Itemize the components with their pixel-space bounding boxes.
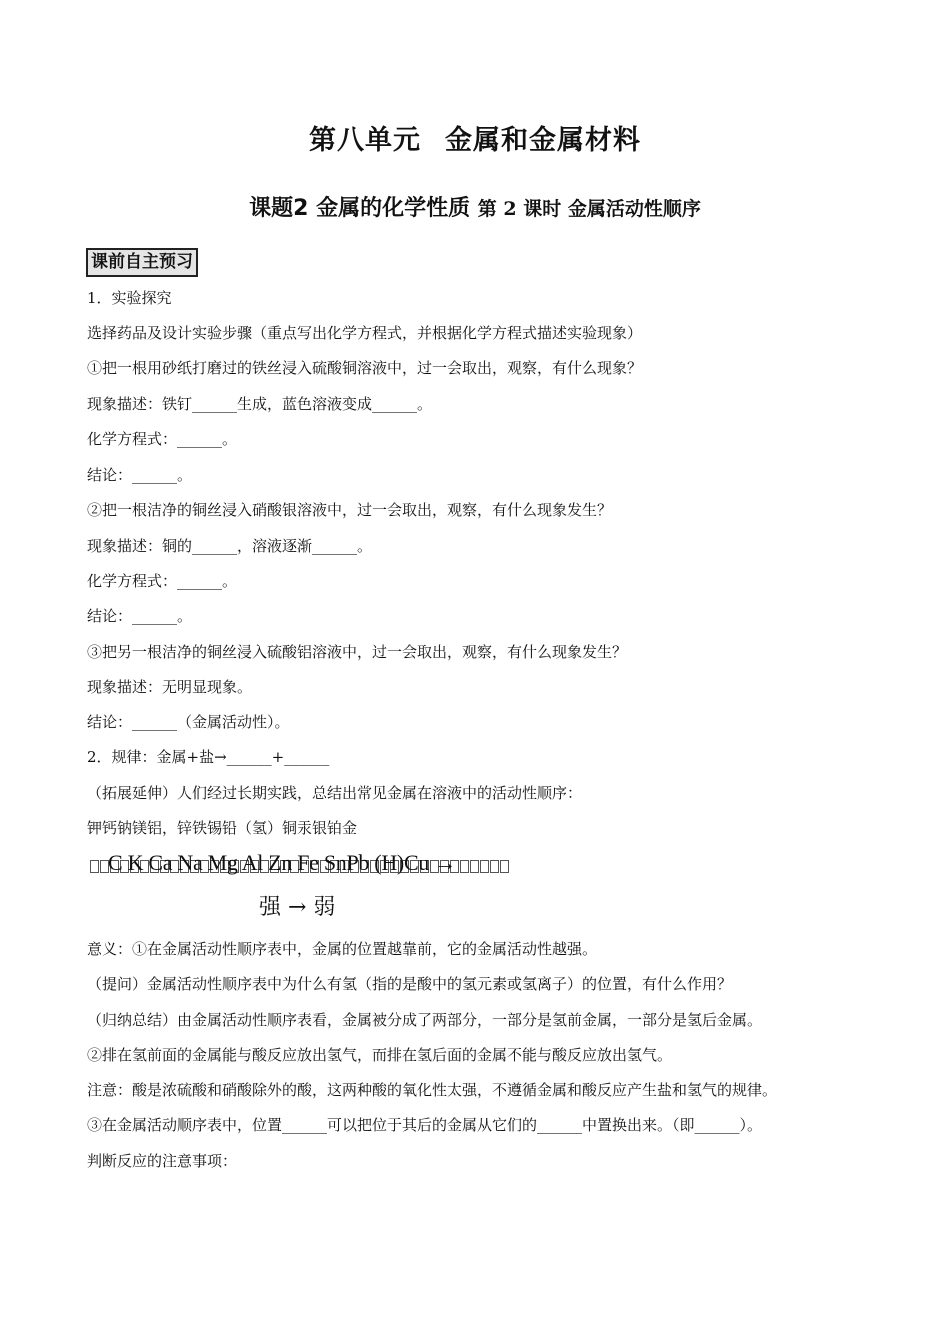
text-line: （归纳总结）由金属活动性顺序表看，金属被分成了两部分，一部分是氢前金属，一部分是氢后金属。 — [87, 1011, 763, 1029]
text-line: 化学方程式：______。 — [87, 430, 238, 448]
text-line: ③把另一根洁净的铜丝浸入硫酸铝溶液中，过一会取出，观察，有什么现象发生？ — [87, 643, 628, 661]
text-line: ①把一根用砂纸打磨过的铁丝浸入硫酸铜溶液中，过一会取出，观察，有什么现象？ — [87, 359, 643, 377]
text-line: ③在金属活动顺序表中，位置______可以把位于其后的金属从它们的______中置换出来。（即______）。 — [87, 1116, 763, 1134]
activity-series: C K Ca Na Mg Al Zn Fe SnPb (H)Cu → — [108, 850, 456, 875]
text-line: 结论：______。 — [87, 466, 193, 484]
unit-title-name: 金属和金属材料 — [445, 125, 641, 156]
text-line: 判断反应的注意事项： — [87, 1152, 238, 1170]
text-line: ②排在氢前面的金属能与酸反应放出氢气，而排在氢后面的金属不能与酸反应放出氢气。 — [87, 1046, 673, 1064]
text-line: 注意：酸是浓硫酸和硝酸除外的酸，这两种酸的氧化性太强，不遵循金属和酸反应产生盐和氢气的规律。 — [87, 1081, 778, 1099]
text-line: 化学方程式：______。 — [87, 572, 238, 590]
text-line: （拓展延伸）人们经过长期实践，总结出常见金属在溶液中的活动性顺序： — [87, 784, 583, 802]
text-line: 2．规律：金属+盐→______+______ — [87, 748, 330, 766]
unit-title-number: 第八单元 — [309, 125, 421, 156]
text-line: 现象描述：铜的______，溶液逐渐______。 — [87, 537, 373, 555]
text-line: 选择药品及设计实验步骤（重点写出化学方程式，并根据化学方程式描述实验现象） — [87, 324, 643, 342]
section-label-preview: 课前自主预习 — [86, 248, 198, 277]
text-line: 现象描述：无明显现象。 — [87, 678, 253, 696]
activity-strength-label: 强 → 弱 — [259, 895, 336, 920]
lesson-title-sub: 第 2 课时 金属活动性顺序 — [477, 198, 701, 220]
text-line: ②把一根洁净的铜丝浸入硝酸银溶液中，过一会取出，观察，有什么现象发生？ — [87, 501, 613, 519]
unit-title — [0, 118, 950, 157]
text-line: 结论：______（金属活动性）。 — [87, 713, 290, 731]
text-line: 意义：①在金属活动性顺序表中，金属的位置越靠前，它的金属活动性越强。 — [87, 940, 598, 958]
text-line: 1．实验探究 — [87, 289, 172, 307]
lesson-title-main: 课题2 金属的化学性质 — [249, 196, 471, 221]
text-line: 钾钙钠镁铝，锌铁锡铅（氢）铜汞银铂金 — [87, 819, 358, 837]
lesson-title — [0, 191, 950, 222]
text-line: （提问）金属活动性顺序表中为什么有氢（指的是酸中的氢元素或氢离子）的位置，有什么作用？ — [87, 975, 733, 993]
text-line: 结论：______。 — [87, 607, 193, 625]
text-line: 现象描述：铁钉______生成，蓝色溶液变成______。 — [87, 395, 433, 413]
